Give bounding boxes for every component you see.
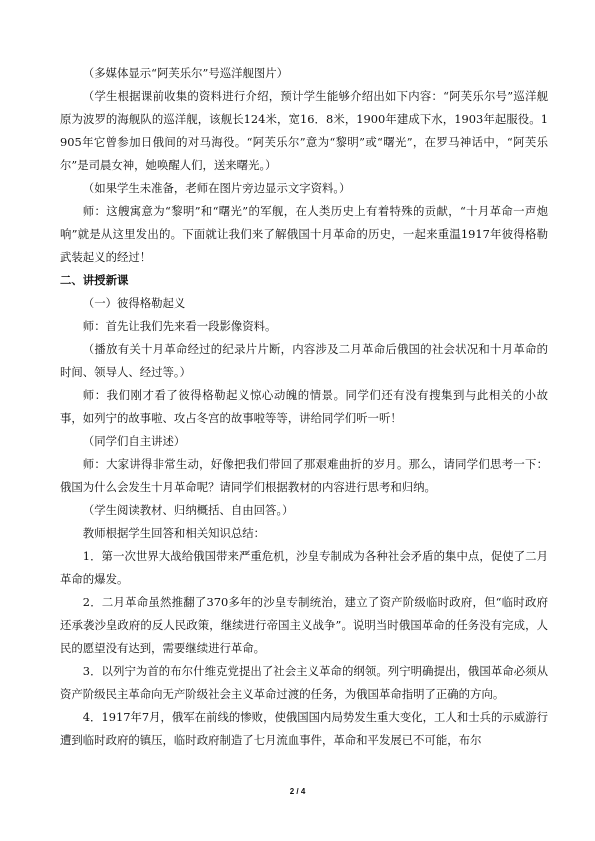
paragraph-1: （多媒体显示“阿芙乐尔”号巡洋舰图片） xyxy=(82,66,289,80)
paragraph-8: 师：我们刚才看了彼得格勒起义惊心动魄的情景。同学们还有没有搜集到与此相关的小故事，如列宁的故事啦、攻占冬宫的故事啦等等，讲给同学们听一听！ xyxy=(60,388,548,425)
list-item-3: 3．以列宁为首的布尔什维克党提出了社会主义革命的纲领。列宁明确提出，俄国革命必须从资产阶级民主革命向无产阶级社会主义革命过渡的任务，为俄国革命指明了正确的方向。 xyxy=(60,664,548,701)
paragraph-12: 教师根据学生回答和相关知识总结： xyxy=(82,526,266,540)
document-body xyxy=(60,62,548,752)
list-item-4: 4．1917年7月，俄军在前线的惨败，使俄国国内局势发生重大变化，工人和士兵的示威游行遭到临时政府的镇压，临时政府制造了七月流血事件，革命和平发展已不可能，布尔 xyxy=(60,710,548,747)
paragraph-9: （同学们自主讲述） xyxy=(82,434,186,448)
paragraph-11: （学生阅读教材、归纳概括、自由回答。） xyxy=(82,503,294,517)
paragraph-3: （如果学生未准备，老师在图片旁边显示文字资料。） xyxy=(82,181,351,195)
paragraph-6: 师：首先让我们先来看一段影像资料。 xyxy=(82,319,277,333)
paragraph-2: （学生根据课前收集的资料进行介绍，预计学生能够介绍出如下内容：“阿芙乐尔号”巡洋舰原为波罗的海舰队的巡洋舰，该舰长124米，宽16．8米，1900年建成下水，1903年起服役。1905年它曾参加日俄间的对马海役。“阿芙乐尔”意为“黎明”或“曙光”，在罗马神话中，“阿芙乐尔”是司晨女神，她唤醒人们，送来曙光。） xyxy=(60,89,548,172)
list-item-2: 2．二月革命虽然推翻了370多年的沙皇专制统治，建立了资产阶级临时政府，但“临时政府还承袭沙皇政府的反人民政策，继续进行帝国主义战争”。说明当时俄国革命的任务没有完成，人民的愿望没有达到，需要继续进行革命。 xyxy=(60,595,548,655)
paragraph-10: 师：大家讲得非常生动，好像把我们带回了那艰难曲折的岁月。那么，请同学们思考一下：俄国为什么会发生十月革命呢？请同学们根据教材的内容进行思考和归纳。 xyxy=(60,457,548,494)
section-heading: 二、讲授新课 xyxy=(60,273,129,287)
subsection-heading: （一）彼得格勒起义 xyxy=(82,296,186,310)
page-number: 2 / 4 xyxy=(289,787,306,796)
list-item-1: 1．第一次世界大战给俄国带来严重危机，沙皇专制成为各种社会矛盾的集中点，促使了二月革命的爆发。 xyxy=(60,549,548,586)
paragraph-4: 师：这艘寓意为“黎明”和“曙光”的军舰，在人类历史上有着特殊的贡献，“十月革命一声炮响”就是从这里发出的。下面就让我们来了解俄国十月革命的历史，一起来重温1917年彼得格勒武装起义的经过！ xyxy=(60,204,548,264)
paragraph-7: （播放有关十月革命经过的纪录片片断，内容涉及二月革命后俄国的社会状况和十月革命的时间、领导人、经过等。） xyxy=(60,342,548,379)
